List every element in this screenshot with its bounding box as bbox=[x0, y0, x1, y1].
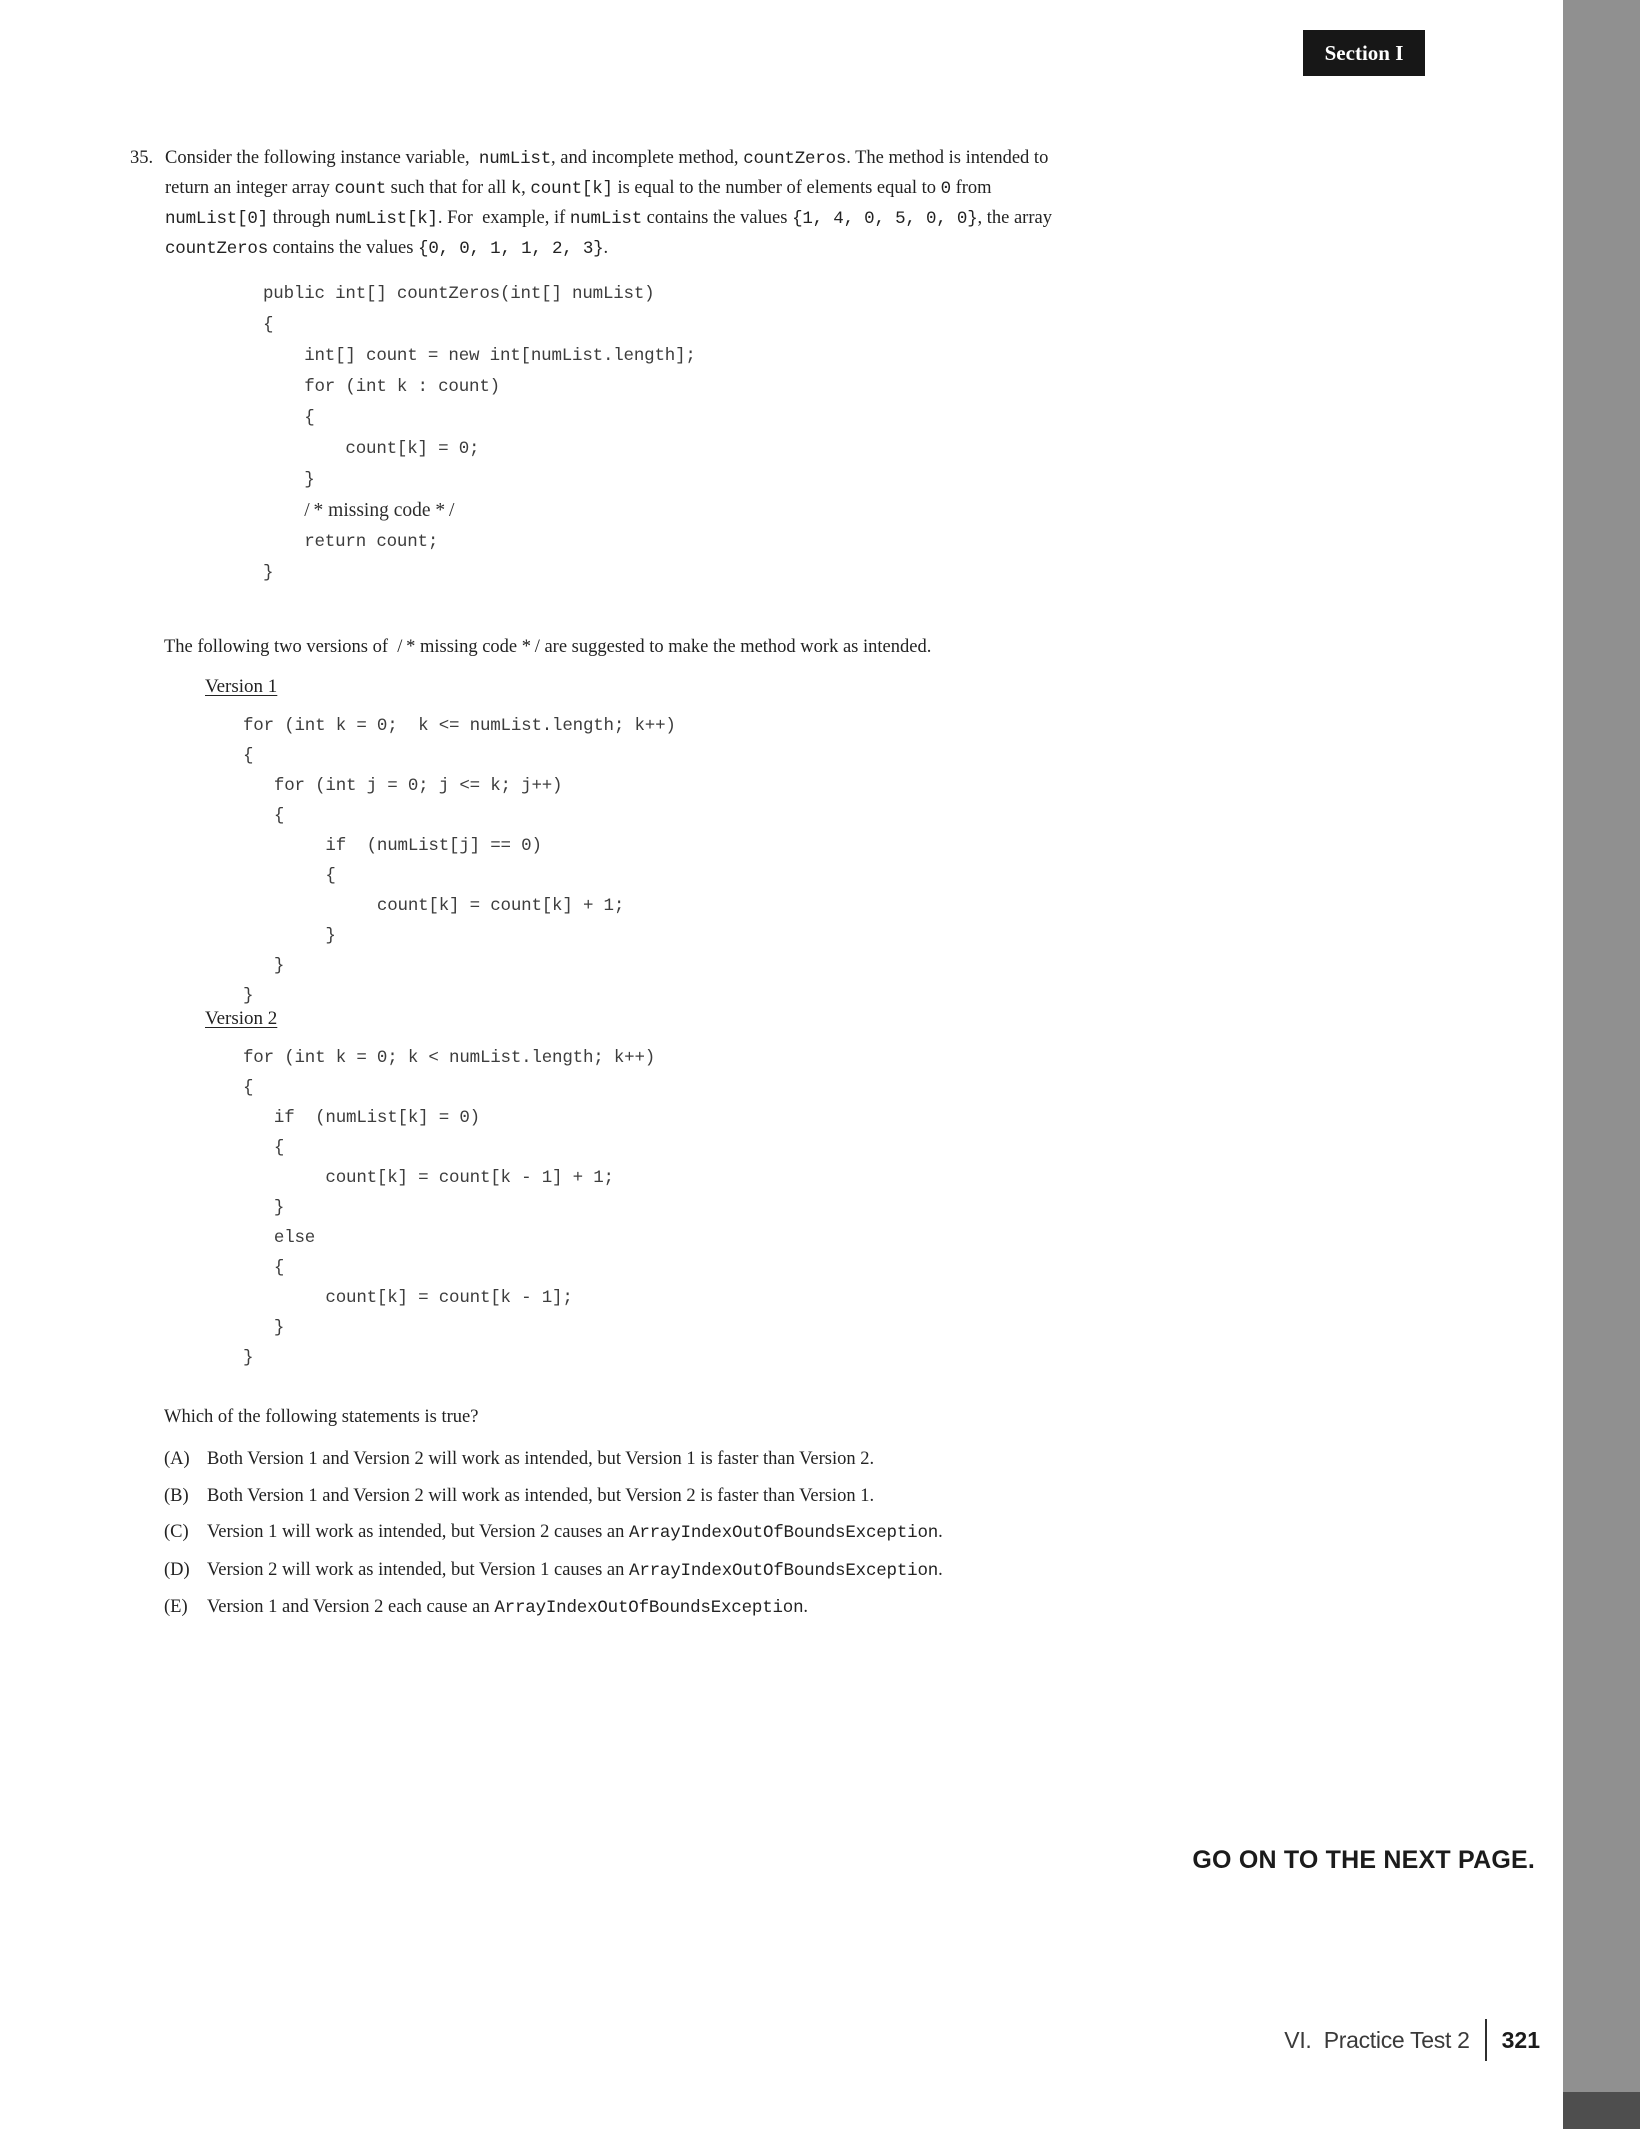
text-segment: Version 1 will work as intended, but Version 2 causes an bbox=[207, 1522, 630, 1542]
text-segment: {0, 0, 1, 1, 2, 3} bbox=[418, 239, 604, 259]
text-segment: numList[k] bbox=[334, 209, 438, 229]
text-segment: Both Version 1 and Version 2 will work as intended, but Version 1 is faster than Version 2. bbox=[207, 1449, 875, 1469]
text-segment: count[k] = count[k] + 1; bbox=[243, 896, 625, 916]
text-segment: , and incomplete method, bbox=[551, 148, 744, 168]
text-segment: } bbox=[243, 986, 254, 1006]
text-segment: { bbox=[243, 866, 336, 886]
code-block-version1 bbox=[243, 710, 676, 1010]
text-segment: contains the values bbox=[268, 238, 419, 258]
text-segment: countZeros bbox=[165, 239, 269, 259]
text-segment: public int[] countZeros(int[] numList) bbox=[263, 284, 655, 304]
footer-divider bbox=[1485, 2019, 1487, 2061]
choice-row-a bbox=[164, 1448, 943, 1471]
text-segment: . bbox=[938, 1559, 943, 1580]
text-segment: for (int j = 0; j <= k; j++) bbox=[243, 776, 563, 796]
text-segment: { bbox=[243, 806, 285, 826]
text-segment: The following two versions of bbox=[164, 637, 398, 657]
code-line bbox=[263, 371, 696, 402]
code-line bbox=[243, 860, 676, 890]
text-segment: { bbox=[243, 1078, 254, 1098]
choice-text bbox=[207, 1559, 943, 1583]
code-line bbox=[243, 740, 676, 770]
code-block-method bbox=[263, 278, 696, 588]
code-line bbox=[243, 980, 676, 1010]
footer-page-number: 321 bbox=[1501, 2026, 1540, 2053]
choice-text bbox=[207, 1485, 874, 1508]
code-line bbox=[243, 1072, 655, 1102]
code-line bbox=[243, 1252, 655, 1282]
versions-intro bbox=[164, 632, 931, 662]
text-segment: for (int k = 0; k < numList.length; k++) bbox=[243, 1048, 656, 1068]
code-line bbox=[243, 1132, 655, 1162]
text-segment: { bbox=[263, 408, 315, 428]
code-line bbox=[243, 830, 676, 860]
text-segment: / * missing code * / bbox=[397, 637, 540, 657]
choice-row-b bbox=[164, 1485, 943, 1508]
code-line bbox=[243, 800, 676, 830]
choice-label: (B) bbox=[164, 1485, 189, 1506]
text-segment: } bbox=[263, 470, 315, 490]
text-segment: count[k] = count[k - 1] + 1; bbox=[243, 1168, 614, 1188]
text-segment: count[k] = 0; bbox=[263, 439, 480, 459]
code-line bbox=[263, 340, 696, 371]
text-segment: } bbox=[243, 956, 285, 976]
code-line bbox=[243, 920, 676, 950]
text-segment: ArrayIndexOutOfBoundsException bbox=[494, 1598, 804, 1618]
text-segment: countZeros bbox=[743, 149, 847, 169]
text-segment: are suggested to make the method work as intended. bbox=[539, 637, 932, 657]
code-line bbox=[263, 526, 696, 557]
code-line bbox=[263, 557, 696, 588]
choice-label: (A) bbox=[164, 1449, 190, 1469]
code-line bbox=[243, 950, 676, 980]
text-segment: Version 2 will work as intended, but Version 1 causes an bbox=[207, 1559, 630, 1580]
text-segment: numList[0] bbox=[165, 209, 269, 229]
text-segment: . bbox=[603, 238, 609, 258]
text-segment: 0 bbox=[940, 179, 951, 199]
text-segment: { bbox=[243, 746, 254, 766]
text-segment: through bbox=[268, 208, 335, 228]
question-intro-line bbox=[165, 203, 1052, 233]
choice-label: (D) bbox=[164, 1559, 190, 1580]
code-line bbox=[243, 1282, 655, 1312]
choice-text bbox=[207, 1521, 943, 1545]
version1-heading: Version 1 bbox=[205, 676, 278, 697]
text-segment: } bbox=[263, 563, 274, 583]
footer-chapter-label: VI. Practice Test 2 bbox=[1284, 2026, 1470, 2053]
text-segment: ArrayIndexOutOfBoundsException bbox=[629, 1560, 939, 1581]
text-segment: from bbox=[950, 178, 992, 198]
text-segment: count bbox=[334, 179, 387, 199]
question-intro-line bbox=[165, 173, 1052, 203]
text-segment: / * missing code * / bbox=[304, 500, 455, 521]
page-edge-dark-cap bbox=[1563, 2092, 1640, 2129]
choice-row-e bbox=[164, 1596, 943, 1620]
question-intro bbox=[165, 143, 1052, 263]
code-line bbox=[263, 402, 696, 433]
text-segment: numList bbox=[569, 209, 643, 229]
text-segment: return an integer array bbox=[165, 178, 335, 198]
text-segment: } bbox=[243, 1318, 285, 1338]
text-segment: } bbox=[243, 926, 336, 946]
code-line bbox=[243, 1102, 655, 1132]
text-segment: contains the values bbox=[642, 208, 793, 228]
text-segment: . For example, if bbox=[437, 208, 570, 228]
text-segment: if (numList[k] = 0) bbox=[243, 1108, 480, 1128]
text-segment bbox=[263, 502, 304, 522]
text-segment: } bbox=[243, 1198, 285, 1218]
choice-row-d bbox=[164, 1559, 943, 1583]
text-segment: Consider the following instance variable, bbox=[165, 148, 479, 168]
question-prompt: Which of the following statements is true? bbox=[164, 1407, 479, 1427]
question-intro-line bbox=[165, 143, 1052, 173]
text-segment: numList bbox=[478, 149, 552, 169]
code-line bbox=[243, 770, 676, 800]
text-segment: . bbox=[938, 1522, 943, 1542]
text-segment: if (numList[j] == 0) bbox=[243, 836, 542, 856]
answer-choices bbox=[164, 1448, 943, 1634]
choice-label: (C) bbox=[164, 1522, 189, 1542]
text-segment: int[] count = new int[numList.length]; bbox=[263, 346, 696, 366]
text-segment: ArrayIndexOutOfBoundsException bbox=[629, 1523, 939, 1543]
code-line bbox=[243, 1312, 655, 1342]
text-segment: is equal to the number of elements equal to bbox=[612, 178, 941, 198]
code-line bbox=[243, 1162, 655, 1192]
text-segment: for (int k : count) bbox=[263, 377, 500, 397]
version2-heading: Version 2 bbox=[205, 1008, 278, 1029]
code-line bbox=[263, 309, 696, 340]
code-line bbox=[263, 495, 696, 526]
code-line bbox=[243, 1342, 655, 1372]
text-segment: , bbox=[521, 178, 531, 198]
text-segment: } bbox=[243, 1348, 254, 1368]
text-segment: else bbox=[243, 1228, 316, 1248]
text-segment: count[k] = count[k - 1]; bbox=[243, 1288, 573, 1308]
page-edge-gray-bar bbox=[1563, 0, 1640, 2129]
text-segment: Version 1 and Version 2 each cause an bbox=[207, 1597, 495, 1617]
code-line bbox=[243, 1222, 655, 1252]
choice-text bbox=[207, 1596, 808, 1620]
code-line bbox=[263, 278, 696, 309]
code-line bbox=[263, 464, 696, 495]
text-segment: { bbox=[263, 315, 274, 335]
section-badge: Section I bbox=[1303, 30, 1425, 76]
text-segment: {1, 4, 0, 5, 0, 0} bbox=[792, 209, 978, 229]
question-number: 35. bbox=[130, 148, 154, 168]
text-segment: Both Version 1 and Version 2 will work as intended, but Version 2 is faster than Version 1. bbox=[207, 1485, 875, 1506]
code-line bbox=[243, 1042, 655, 1072]
text-segment: , the array bbox=[977, 208, 1052, 228]
question-intro-line bbox=[165, 233, 1052, 263]
page-footer bbox=[1284, 2017, 1540, 2063]
go-on-text: GO ON TO THE NEXT PAGE. bbox=[1192, 1846, 1535, 1874]
code-line bbox=[263, 433, 696, 464]
text-segment: k bbox=[510, 179, 522, 199]
text-segment: { bbox=[243, 1258, 285, 1278]
code-line bbox=[243, 890, 676, 920]
text-segment: . The method is intended to bbox=[846, 148, 1049, 168]
text-segment: count[k] bbox=[530, 179, 613, 199]
code-block-version2 bbox=[243, 1042, 655, 1372]
text-segment: for (int k = 0; k <= numList.length; k++) bbox=[243, 716, 676, 736]
code-line bbox=[243, 1192, 655, 1222]
choice-label: (E) bbox=[164, 1597, 188, 1617]
code-line bbox=[243, 710, 676, 740]
text-segment: . bbox=[803, 1597, 809, 1617]
choice-row-c bbox=[164, 1521, 943, 1545]
text-segment: such that for all bbox=[386, 178, 511, 198]
text-segment: return count; bbox=[263, 532, 439, 552]
choice-text bbox=[207, 1448, 874, 1471]
text-segment: { bbox=[243, 1138, 285, 1158]
